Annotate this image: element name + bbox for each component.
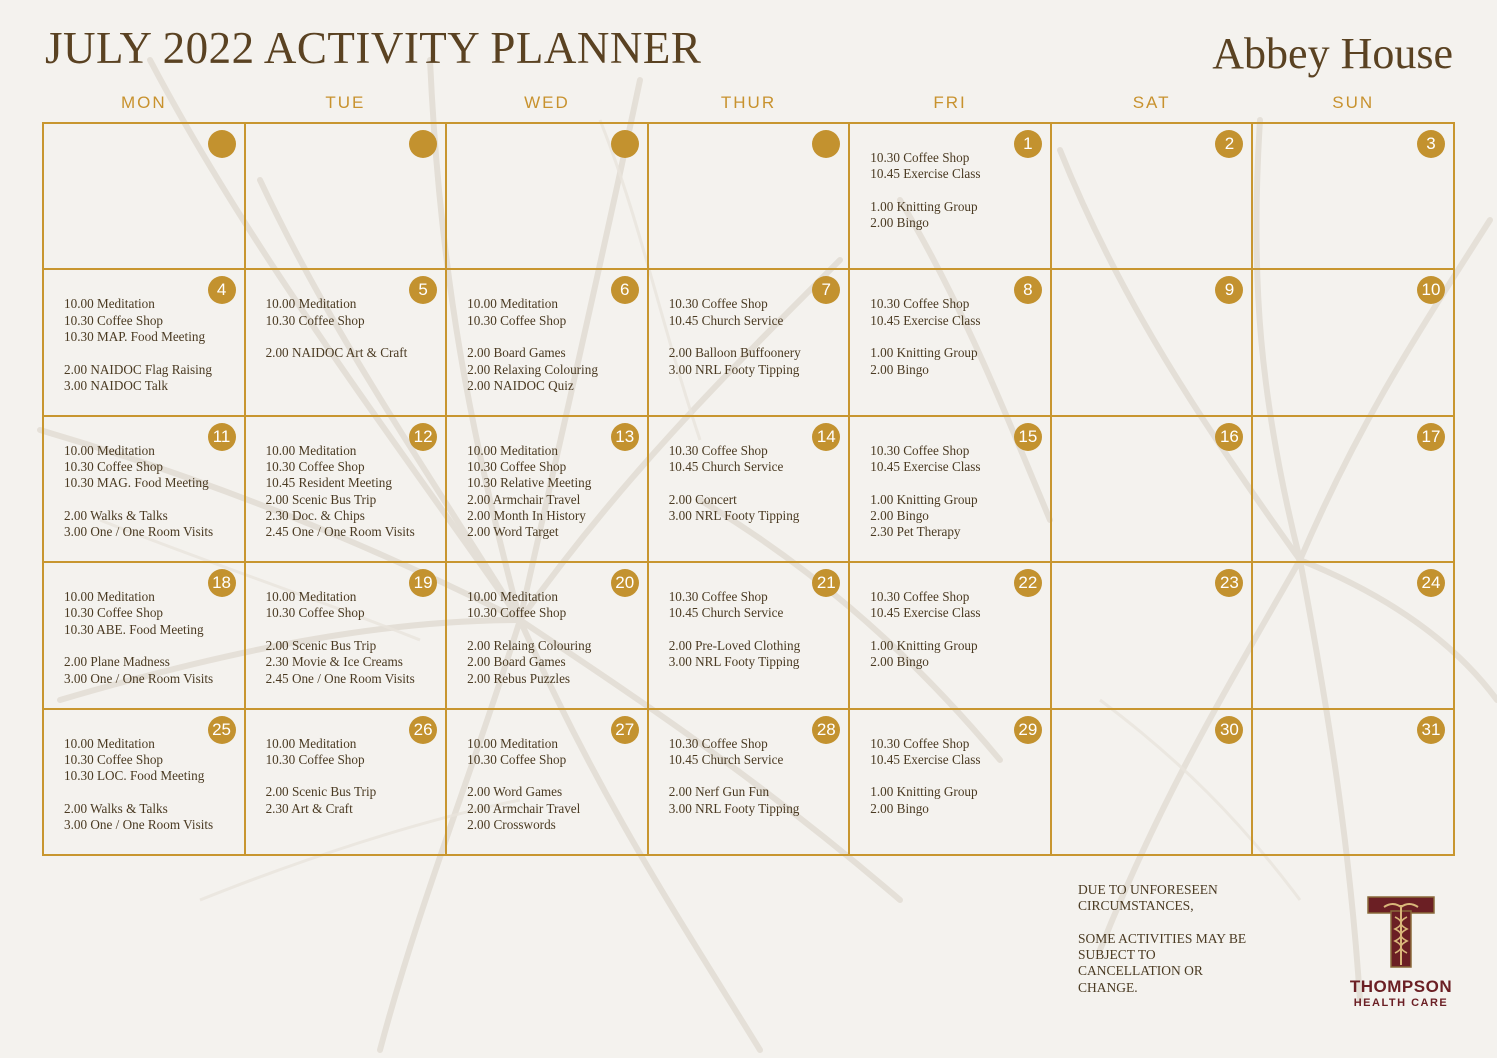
activity-item: 2.00 Walks & Talks <box>64 507 168 523</box>
notice-line: CHANGE. <box>1078 979 1138 995</box>
activity-list <box>669 443 843 524</box>
activity-item: 10.00 Meditation <box>64 735 155 751</box>
calendar-day-6 <box>447 270 649 416</box>
activity-list <box>870 150 1044 231</box>
activity-item: 2.00 Board Games <box>467 654 566 670</box>
activity-item: 2.00 Scenic Bus Trip <box>265 784 377 800</box>
activity-item: 10.00 Meditation <box>467 296 558 312</box>
day-number-badge: 27 <box>611 716 639 744</box>
activity-list <box>64 736 238 834</box>
activity-list <box>467 443 641 541</box>
activity-item: 3.00 One / One Room Visits <box>64 524 214 540</box>
day-number-badge: 20 <box>611 569 639 597</box>
activity-spacer <box>669 768 843 784</box>
activity-list <box>870 443 1044 541</box>
calendar-day-empty <box>649 124 851 270</box>
calendar-day-26 <box>246 710 448 856</box>
calendar-grid <box>42 122 1455 856</box>
activity-spacer <box>266 329 440 345</box>
activity-item: 10.45 Exercise Class <box>870 605 981 621</box>
day-number-badge: 3 <box>1417 130 1445 158</box>
calendar-day-17 <box>1253 417 1455 563</box>
activity-item: 1.00 Knitting Group <box>870 784 978 800</box>
activity-spacer <box>870 183 1044 199</box>
activity-list <box>64 589 238 687</box>
calendar-day-7 <box>649 270 851 416</box>
calendar-day-3 <box>1253 124 1455 270</box>
activity-item: 10.45 Church Service <box>668 605 784 621</box>
day-number-badge: 13 <box>611 423 639 451</box>
day-number-badge <box>611 130 639 158</box>
day-number-badge: 12 <box>409 423 437 451</box>
activity-spacer <box>266 622 440 638</box>
day-number-badge: 30 <box>1215 716 1243 744</box>
activity-list <box>669 589 843 670</box>
activity-item: 10.30 Coffee Shop <box>870 296 970 312</box>
activity-item: 1.00 Knitting Group <box>870 198 978 214</box>
activity-item: 10.45 Church Service <box>668 312 784 328</box>
calendar-day-21 <box>649 563 851 709</box>
activity-item: 2.00 NAIDOC Quiz <box>467 377 574 393</box>
activity-spacer <box>669 622 843 638</box>
activity-item: 10.30 Coffee Shop <box>870 589 970 605</box>
activity-item: 10.30 Coffee Shop <box>467 605 567 621</box>
activity-item: 2.00 Word Target <box>467 524 559 540</box>
activity-item: 2.00 Armchair Travel <box>467 491 581 507</box>
activity-item: 3.00 One / One Room Visits <box>64 817 214 833</box>
calendar-day-2 <box>1052 124 1254 270</box>
day-number-badge: 23 <box>1215 569 1243 597</box>
activity-item: 10.30 Coffee Shop <box>64 751 164 767</box>
activity-item: 10.30 Coffee Shop <box>870 735 970 751</box>
cancellation-notice <box>1078 882 1278 996</box>
calendar-day-31 <box>1253 710 1455 856</box>
activity-item: 2.00 Pre-Loved Clothing <box>668 638 801 654</box>
activity-item: 10.30 LOC. Food Meeting <box>64 768 205 784</box>
activity-item: 2.00 NAIDOC Art & Craft <box>265 345 408 361</box>
day-number-badge: 19 <box>409 569 437 597</box>
notice-line: DUE TO UNFORESEEN <box>1078 882 1218 897</box>
activity-item: 10.00 Meditation <box>64 589 155 605</box>
activity-item: 2.00 NAIDOC Flag Raising <box>64 361 212 377</box>
activity-item: 3.00 NRL Footy Tipping <box>668 507 800 523</box>
caduceus-t-icon <box>1366 895 1436 971</box>
calendar-day-29 <box>850 710 1052 856</box>
activity-item: 2.00 Board Games <box>467 345 566 361</box>
activity-item: 2.45 One / One Room Visits <box>265 524 415 540</box>
activity-item: 2.30 Movie & Ice Creams <box>265 654 403 670</box>
activity-item: 10.30 Coffee Shop <box>668 296 768 312</box>
activity-spacer <box>870 768 1044 784</box>
activity-item: 2.00 Balloon Buffoonery <box>668 345 801 361</box>
calendar-day-22 <box>850 563 1052 709</box>
notice-line: SOME ACTIVITIES MAY BE <box>1078 930 1247 946</box>
day-number-badge <box>812 130 840 158</box>
activity-item: 2.00 Walks & Talks <box>64 800 168 816</box>
activity-item: 2.00 Concert <box>668 491 737 507</box>
activity-item: 10.30 Coffee Shop <box>668 589 768 605</box>
calendar-day-14 <box>649 417 851 563</box>
activity-item: 10.45 Church Service <box>668 459 784 475</box>
calendar-day-4 <box>44 270 246 416</box>
activity-spacer <box>467 622 641 638</box>
calendar-day-13 <box>447 417 649 563</box>
activity-item: 10.45 Exercise Class <box>870 459 981 475</box>
activity-item: 2.30 Pet Therapy <box>870 524 961 540</box>
activity-item: 2.00 Plane Madness <box>64 654 170 670</box>
activity-item: 2.30 Art & Craft <box>265 800 353 816</box>
day-header-mon: MON <box>120 93 167 112</box>
day-number-badge <box>208 130 236 158</box>
activity-item: 3.00 NRL Footy Tipping <box>668 654 800 670</box>
activity-item: 10.30 Coffee Shop <box>668 735 768 751</box>
day-number-badge: 7 <box>812 276 840 304</box>
activity-item: 10.00 Meditation <box>265 442 357 458</box>
day-number-badge: 29 <box>1014 716 1042 744</box>
activity-item: 10.00 Meditation <box>265 735 357 751</box>
day-number-badge: 2 <box>1215 130 1243 158</box>
activity-list <box>870 296 1044 377</box>
day-number-badge: 26 <box>409 716 437 744</box>
calendar-day-19 <box>246 563 448 709</box>
activity-item: 10.30 Coffee Shop <box>870 442 970 458</box>
activity-item: 10.30 ABE. Food Meeting <box>64 621 204 637</box>
activity-item: 1.00 Knitting Group <box>870 491 978 507</box>
day-header-sun: SUN <box>1332 93 1375 112</box>
activity-item: 10.30 Coffee Shop <box>870 150 970 165</box>
activity-item: 10.00 Meditation <box>64 442 155 458</box>
activity-item: 3.00 NRL Footy Tipping <box>668 800 800 816</box>
activity-item: 10.30 Relative Meeting <box>467 475 592 491</box>
activity-item: 10.30 Coffee Shop <box>265 751 365 767</box>
activity-spacer <box>64 784 238 800</box>
activity-item: 1.00 Knitting Group <box>870 638 978 654</box>
house-name: Abbey House <box>1212 29 1453 78</box>
day-number-badge <box>409 130 437 158</box>
activity-item: 2.00 Month In History <box>467 507 586 523</box>
activity-list <box>266 589 440 687</box>
day-number-badge: 17 <box>1417 423 1445 451</box>
page-title: JULY 2022 ACTIVITY PLANNER <box>45 23 702 73</box>
calendar-day-24 <box>1253 563 1455 709</box>
logo-subtitle: HEALTH CARE <box>1353 997 1449 1009</box>
activity-item: 10.30 Coffee Shop <box>64 605 164 621</box>
calendar-day-15 <box>850 417 1052 563</box>
day-number-badge: 1 <box>1014 130 1042 158</box>
day-header-fri: FRI <box>933 93 967 112</box>
activity-list <box>467 736 641 834</box>
activity-list <box>669 296 843 377</box>
activity-item: 10.45 Exercise Class <box>870 166 981 182</box>
activity-item: 3.00 One / One Room Visits <box>64 670 214 686</box>
calendar-day-empty <box>447 124 649 270</box>
day-number-badge: 28 <box>812 716 840 744</box>
calendar-day-9 <box>1052 270 1254 416</box>
calendar-day-empty <box>44 124 246 270</box>
day-number-badge: 5 <box>409 276 437 304</box>
day-number-badge: 6 <box>611 276 639 304</box>
calendar-day-23 <box>1052 563 1254 709</box>
calendar-day-20 <box>447 563 649 709</box>
day-number-badge: 14 <box>812 423 840 451</box>
calendar-day-empty <box>246 124 448 270</box>
activity-spacer <box>467 768 641 784</box>
activity-item: 2.00 Bingo <box>870 507 929 523</box>
calendar-day-27 <box>447 710 649 856</box>
day-number-badge: 21 <box>812 569 840 597</box>
activity-spacer <box>467 329 641 345</box>
activity-item: 10.30 Coffee Shop <box>265 459 365 475</box>
day-number-badge: 24 <box>1417 569 1445 597</box>
day-number-badge: 31 <box>1417 716 1445 744</box>
calendar-day-8 <box>850 270 1052 416</box>
day-number-badge: 8 <box>1014 276 1042 304</box>
activity-list <box>266 443 440 541</box>
activity-item: 2.30 Doc. & Chips <box>265 507 365 523</box>
activity-item: 10.30 Coffee Shop <box>467 312 567 328</box>
day-header-tue: TUE <box>325 93 366 112</box>
calendar-day-11 <box>44 417 246 563</box>
activity-list <box>870 736 1044 817</box>
activity-item: 2.00 Nerf Gun Fun <box>668 784 770 800</box>
activity-item: 1.00 Knitting Group <box>870 345 978 361</box>
day-number-badge: 9 <box>1215 276 1243 304</box>
thompson-logo <box>1340 895 1462 1009</box>
activity-item: 2.00 Armchair Travel <box>467 800 581 816</box>
activity-list <box>870 589 1044 670</box>
notice-line: CANCELLATION OR <box>1078 963 1203 979</box>
activity-item: 10.45 Exercise Class <box>870 312 981 328</box>
activity-item: 2.00 Crosswords <box>467 817 556 833</box>
notice-line: SUBJECT TO <box>1078 947 1156 963</box>
day-header-thur: THUR <box>720 93 777 112</box>
calendar-day-5 <box>246 270 448 416</box>
activity-item: 10.30 MAG. Food Meeting <box>64 475 209 491</box>
day-header-wed: WED <box>524 93 570 112</box>
activity-item: 10.30 Coffee Shop <box>64 459 164 475</box>
day-number-badge: 10 <box>1417 276 1445 304</box>
day-number-badge: 16 <box>1215 423 1243 451</box>
activity-item: 10.45 Exercise Class <box>870 751 981 767</box>
day-number-badge: 15 <box>1014 423 1042 451</box>
calendar-day-10 <box>1253 270 1455 416</box>
activity-list <box>467 296 641 394</box>
calendar-day-12 <box>246 417 448 563</box>
activity-item: 10.00 Meditation <box>467 589 558 605</box>
activity-item: 3.00 NRL Footy Tipping <box>668 361 800 377</box>
activity-item: 10.30 Coffee Shop <box>64 312 164 328</box>
notice-line: CIRCUMSTANCES, <box>1078 898 1194 914</box>
activity-list <box>266 736 440 817</box>
activity-item: 10.30 Coffee Shop <box>265 605 365 621</box>
activity-item: 10.00 Meditation <box>265 589 357 605</box>
activity-item: 2.00 Relaxing Colouring <box>467 361 598 377</box>
calendar-day-25 <box>44 710 246 856</box>
activity-spacer <box>266 768 440 784</box>
activity-item: 10.30 Coffee Shop <box>668 442 768 458</box>
activity-item: 2.00 Word Games <box>467 784 563 800</box>
activity-item: 2.00 Bingo <box>870 800 929 816</box>
activity-spacer <box>669 475 843 491</box>
activity-item: 2.00 Bingo <box>870 361 929 377</box>
calendar-day-30 <box>1052 710 1254 856</box>
day-headers <box>43 93 1454 117</box>
activity-spacer <box>870 622 1044 638</box>
activity-list <box>669 736 843 817</box>
activity-list <box>266 296 440 361</box>
day-number-badge: 22 <box>1014 569 1042 597</box>
activity-spacer <box>64 638 238 654</box>
activity-item: 2.00 Relaing Colouring <box>467 638 592 654</box>
activity-item: 2.00 Bingo <box>870 215 929 231</box>
activity-list <box>467 589 641 687</box>
day-number-badge: 11 <box>208 423 236 451</box>
calendar-day-16 <box>1052 417 1254 563</box>
activity-item: 2.00 Scenic Bus Trip <box>265 491 377 507</box>
activity-spacer <box>64 492 238 508</box>
activity-spacer <box>64 345 238 361</box>
day-header-sat: SAT <box>1132 93 1171 112</box>
calendar-day-28 <box>649 710 851 856</box>
activity-item: 10.00 Meditation <box>467 442 558 458</box>
activity-item: 10.30 Coffee Shop <box>265 312 365 328</box>
activity-item: 10.00 Meditation <box>467 735 558 751</box>
activity-item: 10.00 Meditation <box>64 296 155 312</box>
activity-item: 10.30 MAP. Food Meeting <box>64 328 206 344</box>
day-number-badge: 25 <box>208 716 236 744</box>
calendar-day-1 <box>850 124 1052 270</box>
activity-item: 10.45 Church Service <box>668 751 784 767</box>
activity-item: 10.30 Coffee Shop <box>467 459 567 475</box>
activity-item: 2.00 Bingo <box>870 654 929 670</box>
day-number-badge: 18 <box>208 569 236 597</box>
activity-item: 2.00 Scenic Bus Trip <box>265 638 377 654</box>
activity-list <box>64 443 238 541</box>
activity-item: 3.00 NAIDOC Talk <box>64 377 168 393</box>
day-number-badge: 4 <box>208 276 236 304</box>
activity-list <box>64 296 238 394</box>
activity-spacer <box>870 329 1044 345</box>
activity-spacer <box>870 475 1044 491</box>
activity-item: 10.45 Resident Meeting <box>265 475 392 491</box>
activity-item: 10.30 Coffee Shop <box>467 751 567 767</box>
activity-item: 2.45 One / One Room Visits <box>265 670 415 686</box>
logo-name: THOMPSON <box>1349 977 1453 996</box>
calendar-day-18 <box>44 563 246 709</box>
activity-spacer <box>669 329 843 345</box>
activity-item: 2.00 Rebus Puzzles <box>467 670 571 686</box>
activity-item: 10.00 Meditation <box>265 296 357 312</box>
